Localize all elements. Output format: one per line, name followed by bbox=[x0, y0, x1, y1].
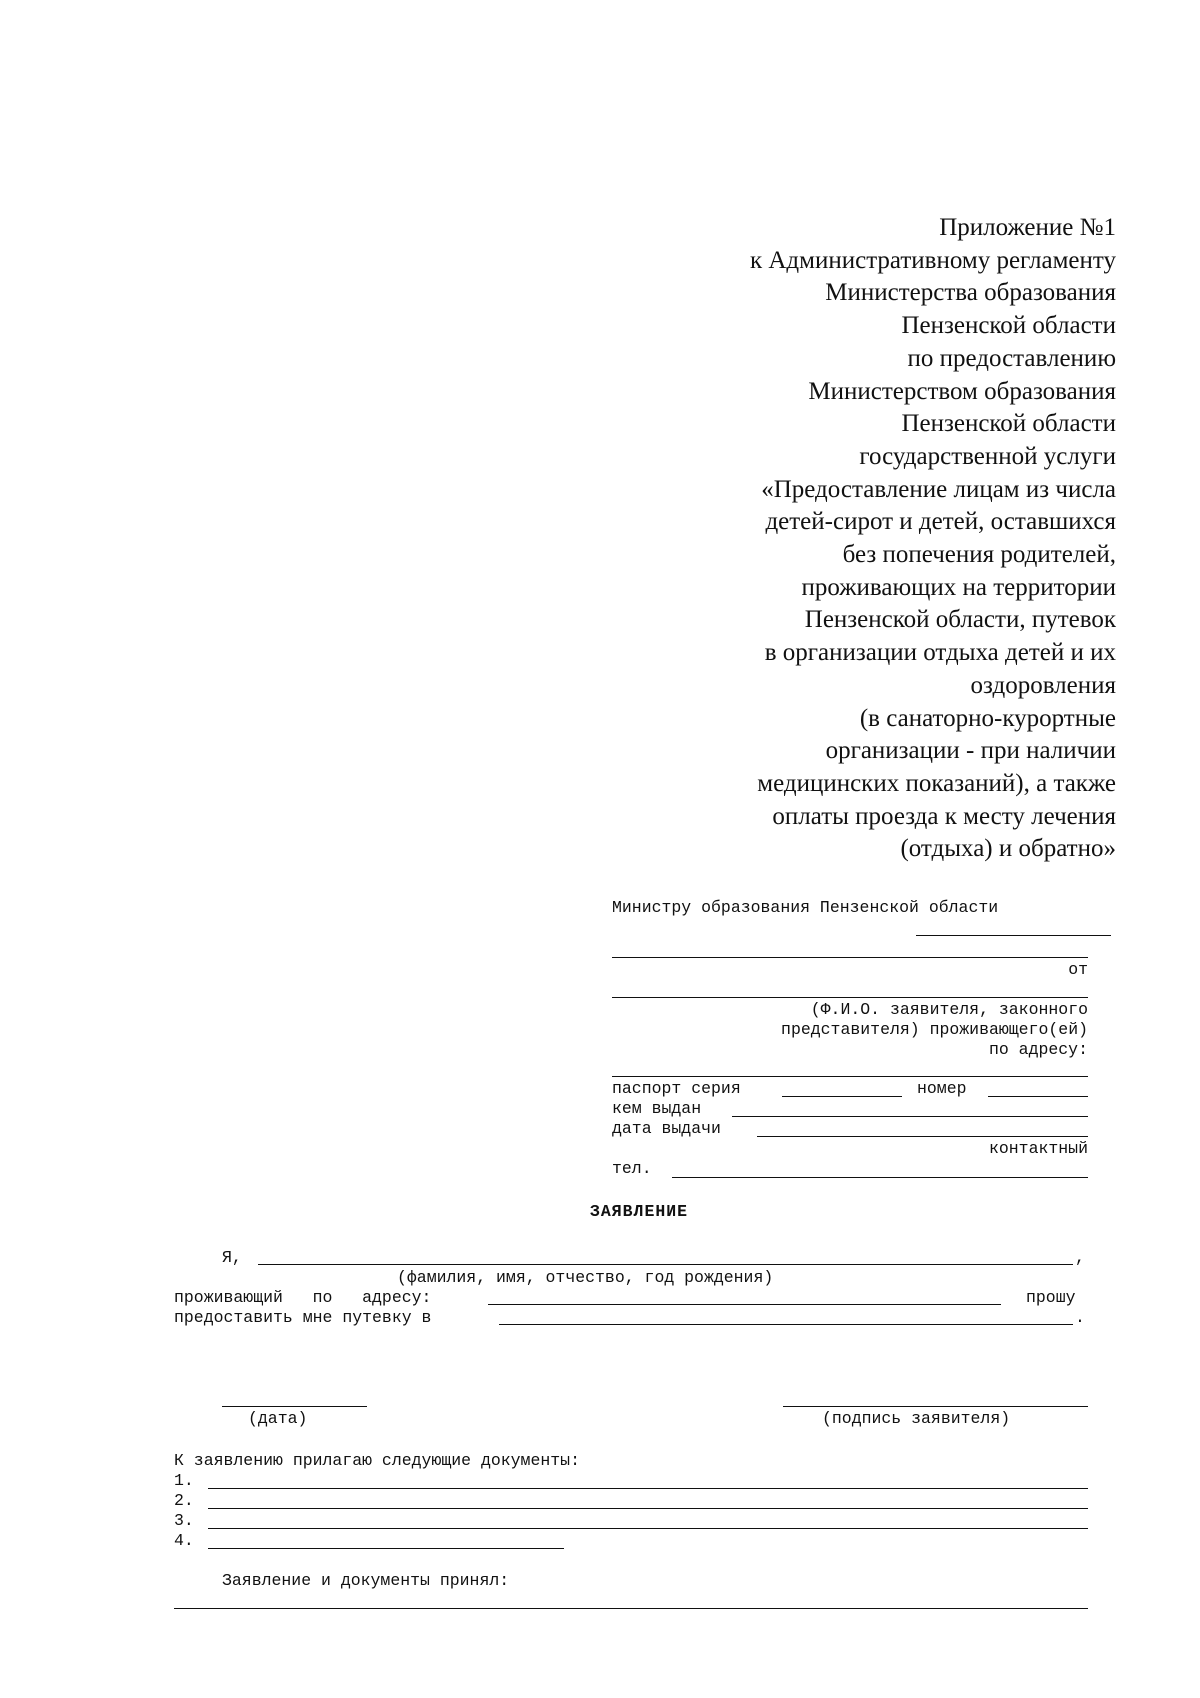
appendix-line: Пензенской области, путевок bbox=[804, 606, 1116, 634]
appendix-line: «Предоставление лицам из числа bbox=[761, 475, 1116, 503]
passport-number-label: номер bbox=[917, 1079, 967, 1098]
full-name-field[interactable] bbox=[258, 1264, 1073, 1265]
provide-period: . bbox=[1075, 1308, 1085, 1327]
appendix-line: (отдыха) и обратно» bbox=[900, 835, 1116, 863]
attachment-field-3[interactable] bbox=[208, 1528, 1088, 1529]
attachment-field-2[interactable] bbox=[208, 1508, 1088, 1509]
appendix-line: Пензенской области bbox=[901, 312, 1116, 340]
appendix-line: (в санаторно-курортные bbox=[859, 704, 1116, 732]
date-field[interactable] bbox=[222, 1406, 367, 1407]
attachments-intro: К заявлению прилагаю следующие документы: bbox=[174, 1451, 580, 1470]
attachment-number-1: 1. bbox=[174, 1471, 194, 1490]
name-caption: (фамилия, имя, отчество, год рождения) bbox=[397, 1268, 774, 1287]
contact-label: контактный bbox=[988, 1139, 1088, 1158]
passport-series-label: паспорт серия bbox=[612, 1079, 741, 1098]
appendix-line: медицинских показаний), а также bbox=[757, 769, 1116, 797]
issue-date-label: дата выдачи bbox=[612, 1119, 721, 1138]
appendix-line: в организации отдыха детей и их bbox=[764, 639, 1116, 667]
name-comma: , bbox=[1075, 1248, 1085, 1267]
passport-series-field[interactable] bbox=[782, 1096, 902, 1097]
address-line bbox=[612, 1076, 1088, 1077]
appendix-header bbox=[556, 212, 1116, 866]
appendix-line: без попечения родителей, bbox=[842, 541, 1116, 569]
voucher-organization-field[interactable] bbox=[499, 1324, 1073, 1325]
accepted-label: Заявление и документы принял: bbox=[222, 1571, 510, 1590]
appendix-line: Приложение №1 bbox=[939, 214, 1116, 241]
issue-date-field[interactable] bbox=[757, 1136, 1088, 1137]
appendix-line: по предоставлению bbox=[907, 344, 1116, 372]
fio-note-3: по адресу: bbox=[988, 1040, 1088, 1059]
provide-label: предоставить мне путевку в bbox=[174, 1308, 432, 1327]
phone-label: тел. bbox=[612, 1159, 652, 1178]
appendix-line: проживающих на территории bbox=[801, 573, 1116, 601]
signature-field[interactable] bbox=[783, 1406, 1088, 1407]
applicant-name-line bbox=[612, 997, 1088, 998]
appendix-line: организации - при наличии bbox=[825, 737, 1116, 765]
appendix-line: к Административному регламенту bbox=[749, 246, 1116, 274]
appendix-line: Министерства образования bbox=[825, 279, 1116, 307]
fio-note-2: представителя) проживающего(ей) bbox=[781, 1020, 1088, 1039]
i-prefix: Я, bbox=[222, 1248, 242, 1267]
addressee-short-line bbox=[916, 935, 1111, 936]
attachment-number-2: 2. bbox=[174, 1491, 194, 1510]
issued-by-label: кем выдан bbox=[612, 1099, 702, 1118]
appendix-line: государственной услуги bbox=[859, 442, 1116, 470]
residing-label: проживающий по адресу: bbox=[174, 1288, 432, 1307]
appendix-line: Министерством образования bbox=[808, 377, 1116, 405]
issued-by-field[interactable] bbox=[732, 1116, 1088, 1117]
fio-note-1: (Ф.И.О. заявителя, законного bbox=[810, 1000, 1088, 1019]
appendix-line: детей-сирот и детей, оставшихся bbox=[765, 508, 1116, 536]
appendix-line: Пензенской области bbox=[901, 410, 1116, 438]
request-word: прошу bbox=[1026, 1288, 1076, 1307]
attachment-number-3: 3. bbox=[174, 1511, 194, 1530]
accepted-by-field[interactable] bbox=[174, 1608, 1088, 1609]
from-label: от bbox=[1068, 960, 1088, 979]
addressee-line bbox=[612, 957, 1088, 958]
appendix-line: оплаты проезда к месту лечения bbox=[772, 802, 1116, 830]
attachment-field-1[interactable] bbox=[208, 1488, 1088, 1489]
attachment-number-4: 4. bbox=[174, 1531, 194, 1550]
statement-title: ЗАЯВЛЕНИЕ bbox=[589, 1202, 689, 1221]
attachment-field-4[interactable] bbox=[208, 1548, 564, 1549]
passport-number-field[interactable] bbox=[988, 1096, 1088, 1097]
phone-field[interactable] bbox=[672, 1177, 1088, 1178]
appendix-line: оздоровления bbox=[970, 671, 1116, 699]
date-caption: (дата) bbox=[248, 1409, 308, 1428]
residence-address-field[interactable] bbox=[488, 1304, 1001, 1305]
signature-caption: (подпись заявителя) bbox=[822, 1409, 1011, 1428]
addressee-to: Министру образования Пензенской области bbox=[612, 898, 999, 917]
